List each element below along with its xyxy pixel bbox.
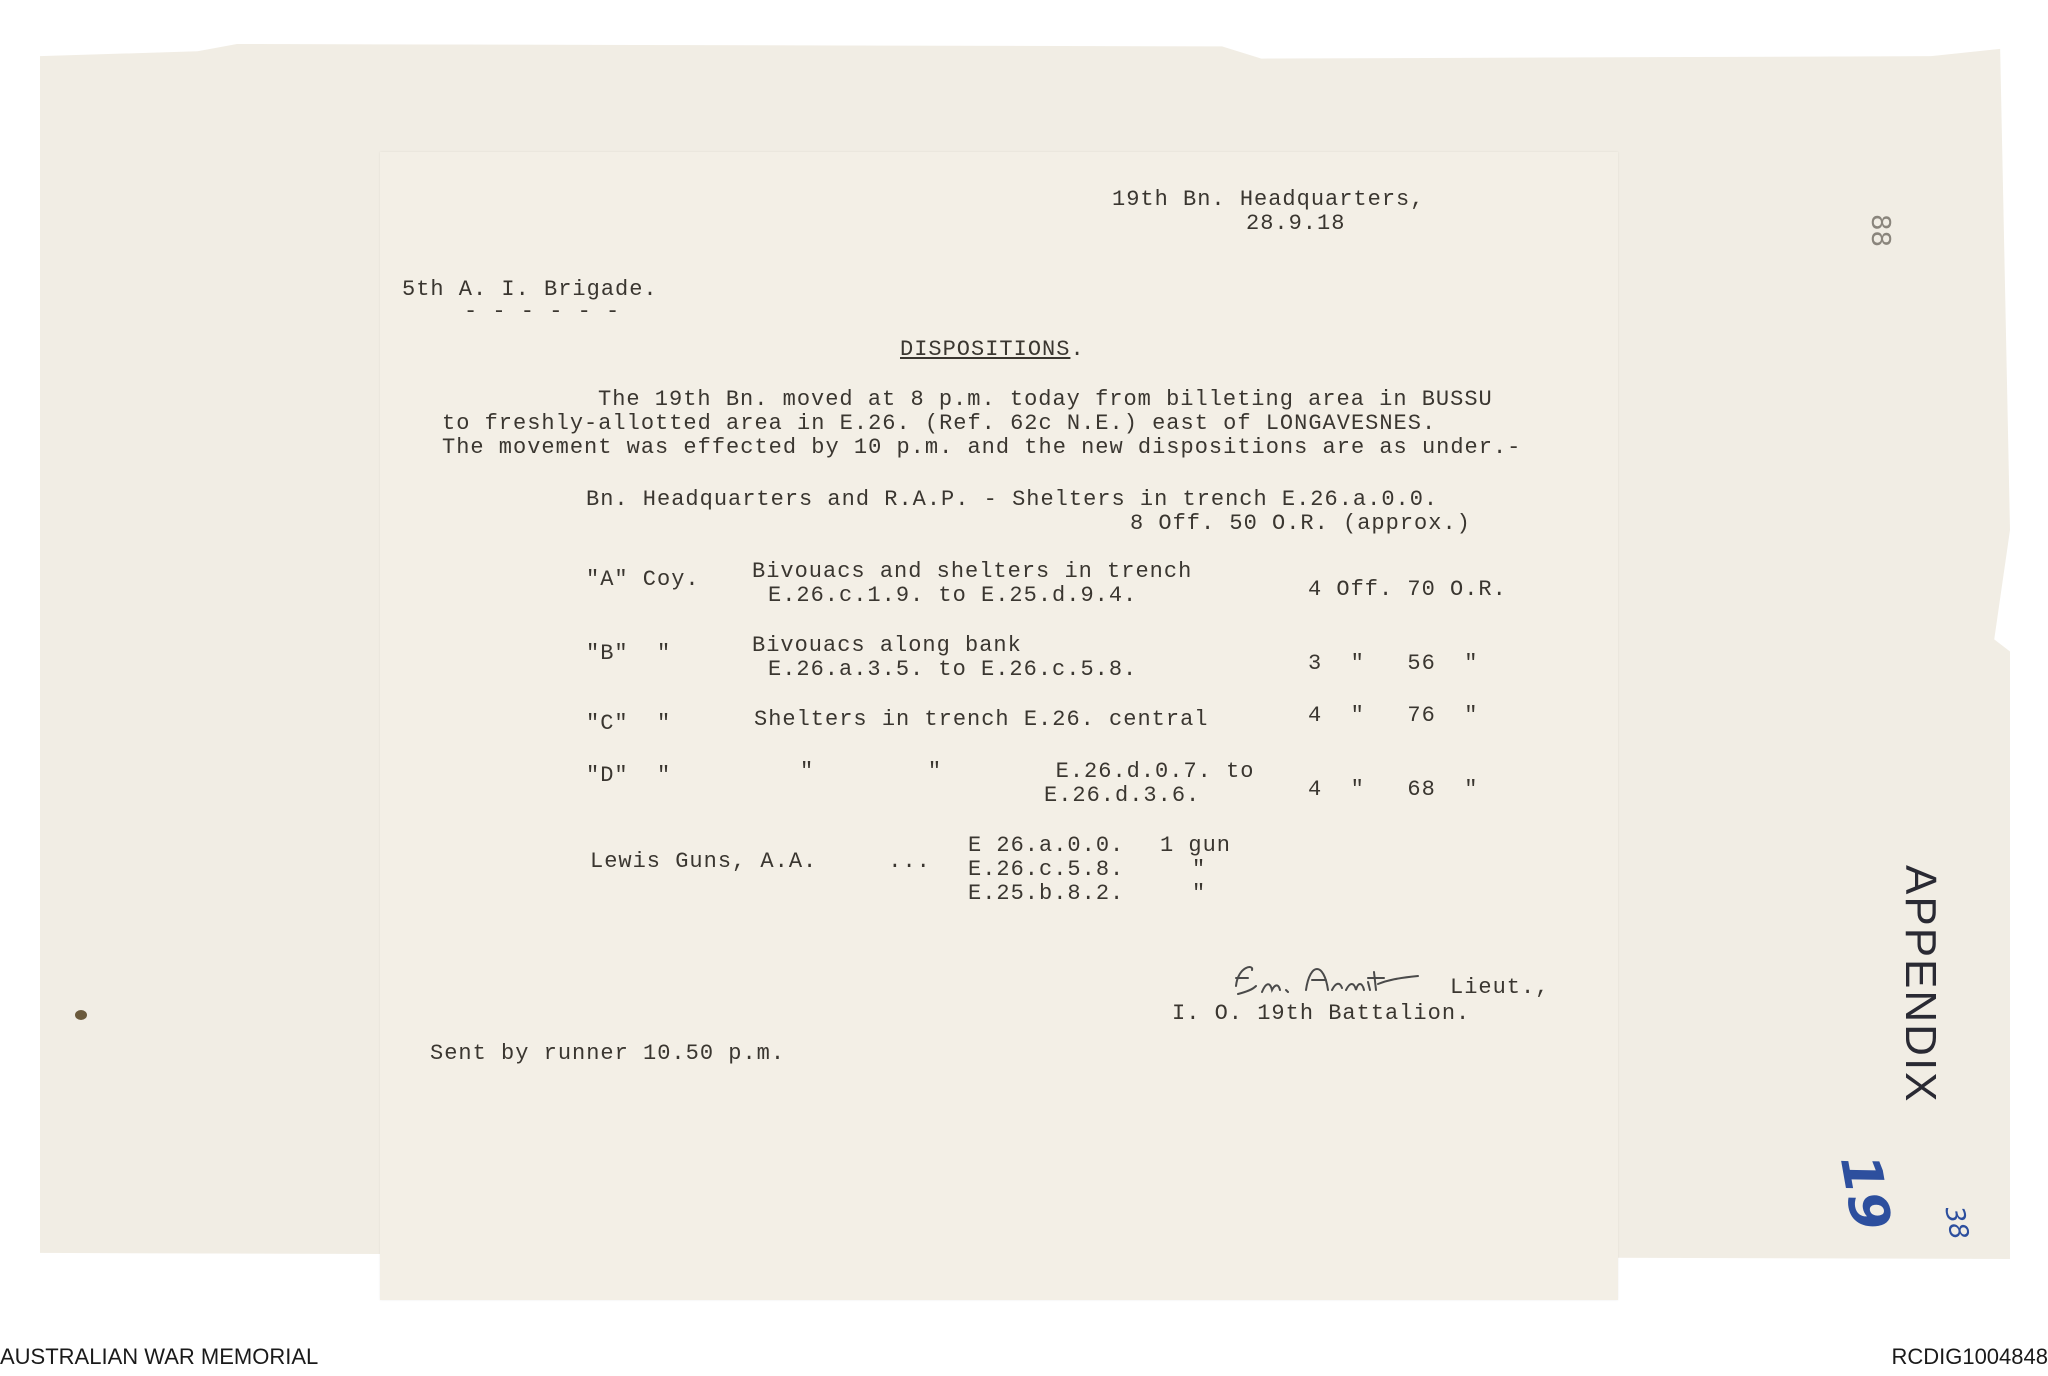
footer-institution: AUSTRALIAN WAR MEMORIAL [0,1344,319,1369]
lewis-guns-label: Lewis Guns, A.A. ... [590,849,931,874]
company-strength: 4 " 76 " [1308,703,1479,728]
lewis-gun-count: " [1192,857,1207,882]
signature-rank: Lieut., [1450,975,1550,1000]
appendix-stamp: APPENDIX [1896,865,1945,1104]
lewis-gun-count: 1 gun [1160,833,1232,858]
company-strength: 4 " 68 " [1308,777,1479,802]
appendix-subnumber: 38 [1938,1204,1974,1242]
recipient-underline: - - - - - - [464,299,621,324]
company-location: " " E.26.d.0.7. to [800,759,1255,784]
company-unit: "B" " [586,641,672,666]
body-line-1: The 19th Bn. moved at 8 p.m. today from billeting area in BUSSU [598,387,1493,412]
body-line-3: The movement was effected by 10 p.m. and the new dispositions are as under.- [442,435,1522,460]
company-unit: "D" " [586,763,672,788]
sent-note: Sent by runner 10.50 p.m. [430,1041,786,1066]
dispositions-sheet [380,152,1618,1300]
company-unit: "C" " [586,711,672,736]
lewis-gun-position: E.26.c.5.8. [968,857,1125,882]
company-location-detail: E.26.a.3.5. to E.26.c.5.8. [768,657,1138,682]
company-strength: 3 " 56 " [1308,651,1479,676]
header-date: 28.9.18 [1246,211,1346,236]
hq-line-1: Bn. Headquarters and R.A.P. - Shelters in trench E.26.a.0.0. [586,487,1439,512]
handwritten-signature [1228,956,1448,1002]
company-strength: 4 Off. 70 O.R. [1308,577,1507,602]
signature-title: I. O. 19th Battalion. [1172,1001,1471,1026]
footer-record-id: RCDIG1004848 [1891,1344,2048,1369]
paper-stain [75,1010,87,1020]
lewis-gun-position: E 26.a.0.0. [968,833,1125,858]
folio-number: 88 [1865,214,1895,248]
company-location: Bivouacs and shelters in trench [752,559,1193,584]
company-location-detail: E.26.d.3.6. [1044,783,1201,808]
company-location: Bivouacs along bank [752,633,1022,658]
lewis-gun-position: E.25.b.8.2. [968,881,1125,906]
company-unit: "A" Coy. [586,567,700,592]
hq-line-2: 8 Off. 50 O.R. (approx.) [1130,511,1471,536]
body-line-2: to freshly-allotted area in E.26. (Ref. 62c N.E.) east of LONGAVESNES. [442,411,1437,436]
company-location-detail: E.26.c.1.9. to E.25.d.9.4. [768,583,1138,608]
company-location: Shelters in trench E.26. central [754,707,1209,732]
appendix-number: 19 [1827,1150,1904,1235]
lewis-gun-count: " [1192,881,1207,906]
recipient: 5th A. I. Brigade. [402,277,658,302]
document-title: DISPOSITIONS. [900,337,1085,362]
header-location: 19th Bn. Headquarters, [1112,187,1425,212]
